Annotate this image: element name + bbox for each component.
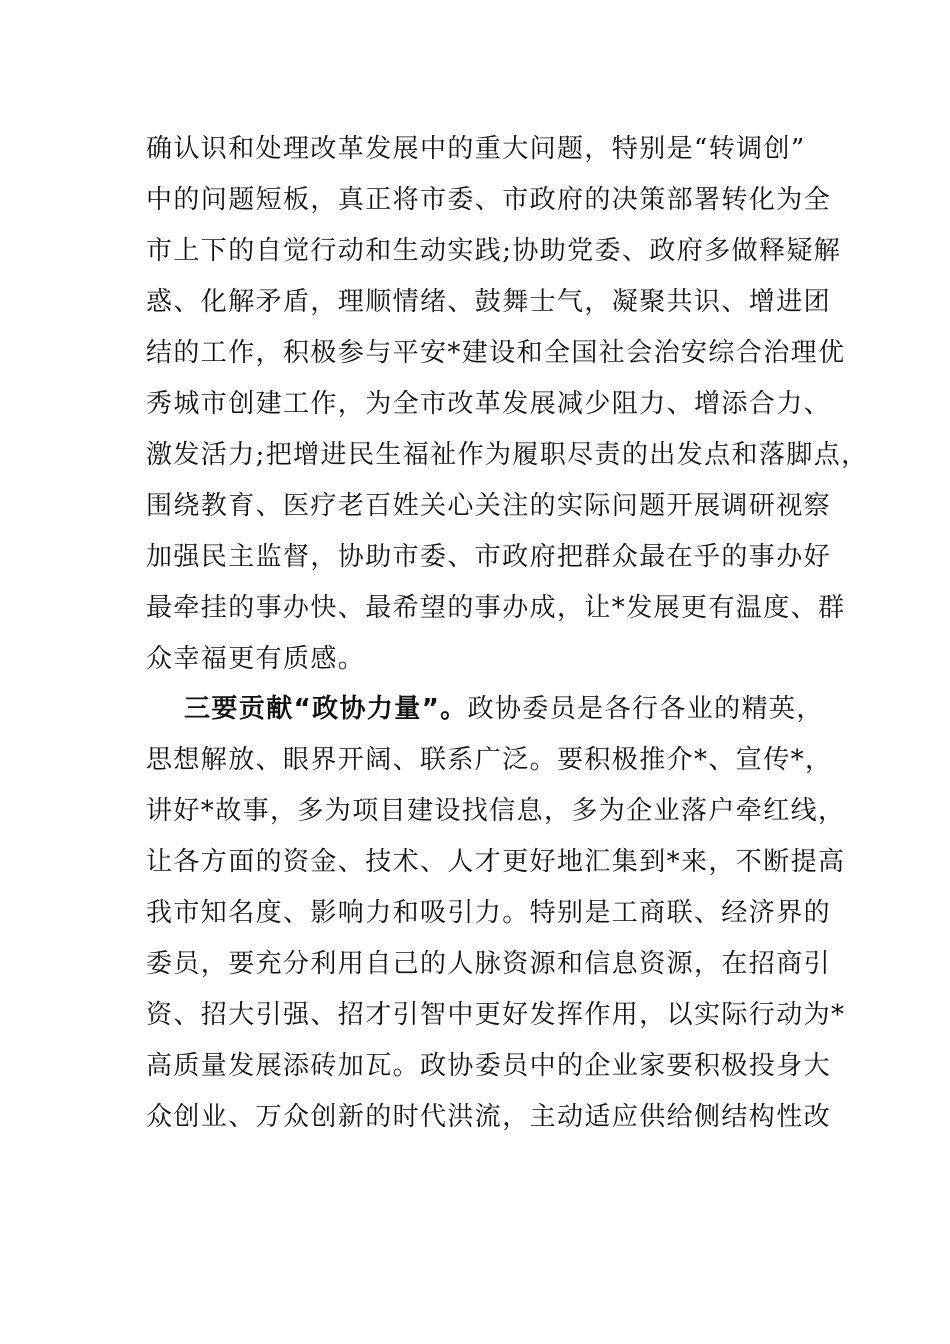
text-line-first (146, 684, 836, 735)
text-line: 激发活力;把增进民生福祉作为履职尽责的出发点和落脚点， (146, 440, 869, 470)
section-heading: 三要贡献“政协力量”。 (184, 694, 468, 724)
text-line: 高质量发展添砖加瓦。政协委员中的企业家要积极投身大 (146, 1051, 832, 1081)
text-line: 思想解放、眼界开阔、联系广泛。要积极推介*、宣传*， (146, 745, 833, 775)
text-line: 中的问题短板，真正将市委、市政府的决策部署转化为全 (146, 185, 832, 215)
text-line: 确认识和处理改革发展中的重大问题，特别是“转调创” (146, 134, 806, 164)
paragraph-1 (146, 124, 869, 685)
paragraph-2 (146, 684, 846, 1143)
text-line: 委员，要充分利用自己的人脉资源和信息资源，在招商引 (146, 949, 832, 979)
text-line: 加强民主监督，协助市委、市政府把群众最在乎的事办好 (146, 542, 832, 572)
text-line: 资、招大引强、招才引智中更好发挥作用，以实际行动为* (146, 1000, 846, 1030)
text-line: 结的工作，积极参与平安*建设和全国社会治安综合治理优 (146, 338, 846, 368)
text-line: 众创业、万众创新的时代洪流，主动适应供给侧结构性改 (146, 1102, 832, 1132)
text-line: 秀城市创建工作，为全市改革发展减少阻力、增添合力、 (146, 389, 832, 419)
text-line: 惑、化解矛盾，理顺情绪、鼓舞士气，凝聚共识、增进团 (146, 287, 832, 317)
text-line: 围绕教育、医疗老百姓关心关注的实际问题开展调研视察 (146, 491, 832, 521)
text-line: 众幸福更有质感。 (146, 644, 366, 674)
text-line: 讲好*故事，多为项目建设找信息，多为企业落户牵红线， (146, 796, 846, 826)
text-line: 最牵挂的事办快、最希望的事办成，让*发展更有温度、群 (146, 593, 846, 623)
text-line: 我市知名度、影响力和吸引力。特别是工商联、经济界的 (146, 898, 832, 928)
text-line: 市上下的自觉行动和生动实践;协助党委、政府多做释疑解 (146, 236, 842, 266)
text-run: 政协委员是各行各业的精英， (467, 694, 824, 724)
text-line: 让各方面的资金、技术、人才更好地汇集到*来，不断提高 (146, 847, 846, 877)
